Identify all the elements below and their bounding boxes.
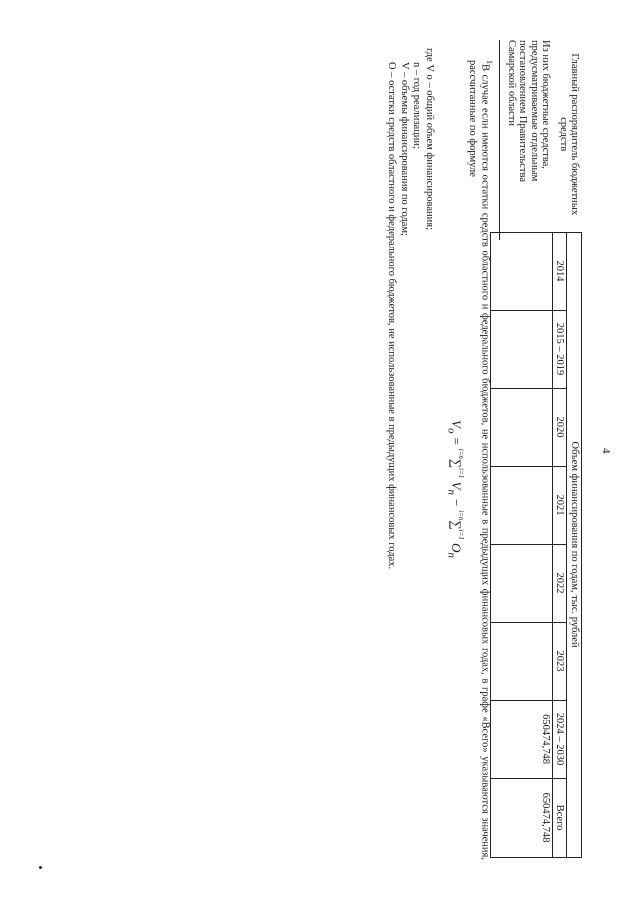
year-header: 2020 — [552, 388, 567, 466]
financing-table — [490, 37, 582, 858]
row-value: 650474,748 — [490, 700, 552, 778]
legend-item: V – объемы финансирования по годам; — [398, 62, 410, 236]
formula-lhs: V — [449, 420, 464, 428]
table-header-distributor: Главный распорядитель бюджетных средств — [552, 37, 581, 232]
row-value — [490, 388, 552, 466]
formula-minus: − — [449, 498, 464, 507]
row-value-total: 650474,748 — [490, 778, 552, 857]
formula-eq: = — [449, 436, 464, 446]
row-value — [490, 544, 552, 622]
table-header-financing: Объем финансирования по годам, тыс. рублей — [567, 232, 582, 857]
legend-item: n – год реализации; — [411, 62, 423, 149]
footnote-separator — [499, 40, 500, 240]
year-header: 2021 — [552, 466, 567, 544]
scan-speck — [39, 866, 42, 869]
formula-term1: V — [449, 481, 464, 490]
row-value — [490, 466, 552, 544]
legend-item: О – остатки средств областного и федерального бюджетов, не использованные в предыдущих финансовых годах. — [386, 62, 398, 570]
footnote-mark: 1 — [485, 60, 494, 64]
year-header: 2023 — [552, 622, 567, 700]
formula-sum-limit: i=n — [457, 510, 465, 521]
year-header: 2014 — [552, 232, 567, 310]
formula-sum-limit: i=n — [457, 448, 465, 459]
formula: $V_о = ^{i=n}\sum^{i=1}$ $V_n - ^{i=n}\sum^{i=1}$ $O_n$ — [445, 420, 465, 558]
formula-sum-index: i=1 — [457, 529, 465, 540]
footnote — [466, 60, 494, 860]
year-header: 2015 – 2019 — [552, 310, 567, 388]
footnote-text: В случае если имеются остатки средств областного и федерального бюджетов, не использованные в предыдущих финансовых годах, в графе «Всего» указываются значения, рассчитанные по формуле — [467, 60, 491, 860]
row-value — [490, 310, 552, 388]
formula-legend — [385, 48, 435, 569]
page-number: 4 — [600, 448, 612, 454]
row-label: Из них бюджетные средства, предусматриваемые отдельным постановлением Правительства Самарской области — [490, 37, 552, 232]
formula-term2: O — [449, 543, 464, 553]
formula-sum-index: i=1 — [457, 468, 465, 479]
row-value — [490, 232, 552, 310]
formula-term2-sub: n — [445, 552, 458, 558]
year-header: 2024 – 2030 — [552, 700, 567, 778]
row-value — [490, 622, 552, 700]
year-header: 2022 — [552, 544, 567, 622]
formula-lhs-sub: о — [445, 427, 458, 434]
legend-item: V о – общий объем финансирования; — [424, 64, 435, 230]
total-header: Всего — [552, 778, 567, 857]
legend-where: где — [424, 48, 435, 62]
formula-term1-sub: n — [445, 489, 458, 495]
